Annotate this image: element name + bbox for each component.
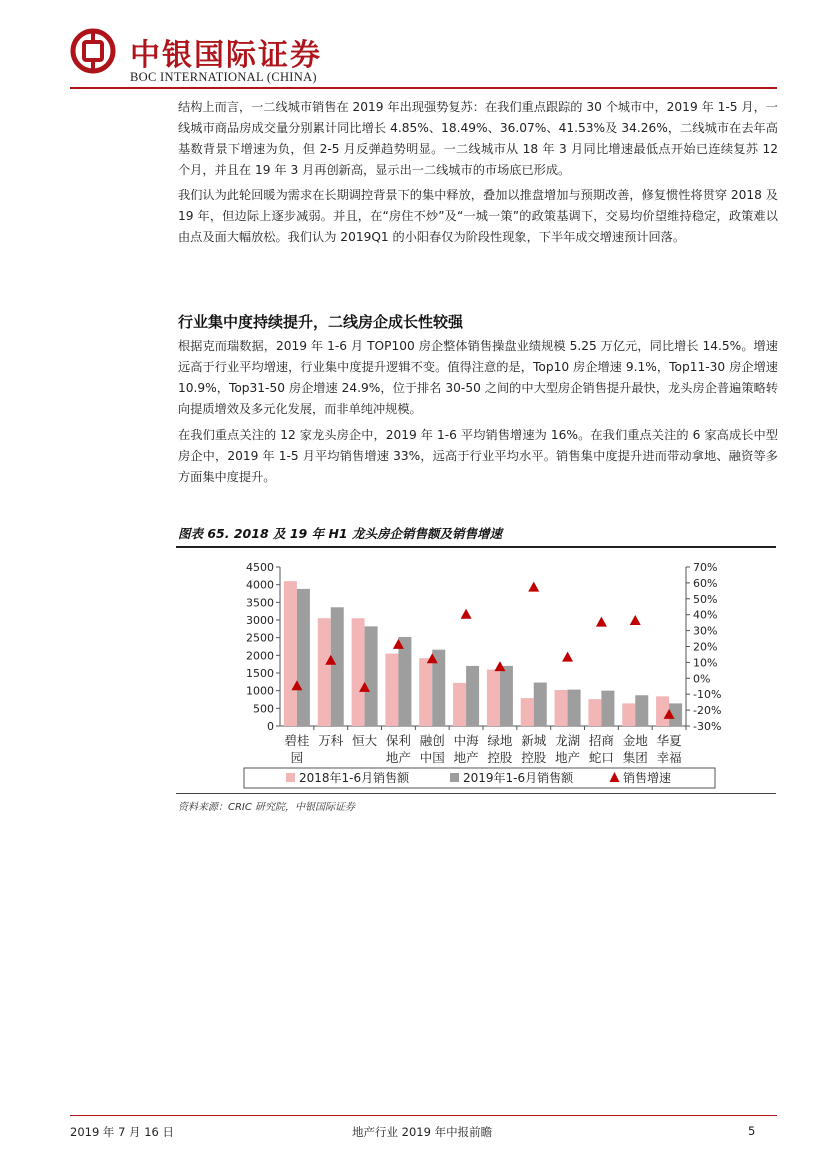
category-label: 恒大 [352,733,378,748]
bar-2018 [453,683,466,726]
left-tick-label: 0 [267,720,274,733]
bar-2019 [297,589,310,726]
sales-chart [176,548,776,792]
brand-name-cn: 中银国际证券 [130,38,322,73]
bar-2018 [284,581,297,726]
right-tick-label: 50% [693,592,718,606]
category-label: 龙湖 [555,733,581,748]
paragraph-4: 在我们重点关注的 12 家龙头房企中，2019 年 1-6 平均销售增速为 16%。在我们重点关注的 6 家高成长中型房企中，2019 年 1-5 月平均销售增速 33%，远高于行业平均水平。销售集中度提升进而带动拿地、融资等多方面集中度提升。 [178,428,778,484]
bar-2019 [635,695,648,726]
category-label: 新城 [521,733,547,748]
category-label: 绿地 [487,733,513,748]
category-label: 集团 [622,750,648,765]
category-label: 金地 [622,733,648,748]
right-tick-label: 60% [693,576,718,590]
growth-marker [528,582,539,592]
growth-marker [630,615,641,625]
chart-title: 图表 65. 2018 及 19 年 H1 龙头房企销售额及销售增速 [178,526,502,541]
legend-label: 2019年1-6月销售额 [463,771,574,785]
footer-date: 2019 年 7 月 16 日 [70,1125,174,1139]
category-label: 华夏 [656,733,682,748]
right-tick-label: -30% [693,720,722,733]
category-label: 万科 [318,733,344,748]
right-tick-label: 0% [693,672,711,686]
bar-2019 [568,690,581,726]
category-label: 园 [290,750,304,765]
category-label: 保利 [385,733,411,748]
right-tick-label: 70% [693,561,718,574]
left-tick-label: 500 [253,702,274,716]
category-label: 地产 [453,750,479,765]
bar-2018 [385,654,398,726]
bar-2019 [331,607,344,726]
left-tick-label: 3000 [246,614,274,627]
category-label: 碧桂 [284,733,310,748]
left-tick-label: 4500 [246,561,274,574]
left-tick-label: 1500 [246,667,274,680]
category-label: 融创 [419,733,445,748]
left-tick-label: 4000 [246,578,274,592]
bar-2018 [555,690,568,726]
source-divider [176,793,776,794]
bar-2018 [656,696,669,726]
category-label: 蛇口 [588,750,614,765]
category-label: 招商 [588,733,614,748]
bar-2018 [588,699,601,726]
growth-marker [461,609,472,619]
right-tick-label: 10% [693,656,718,670]
category-label: 控股 [487,750,513,765]
category-label: 中国 [419,750,445,765]
bar-2018 [487,669,500,726]
right-tick-label: -20% [693,704,722,718]
category-label: 中海 [453,733,479,748]
legend-label: 销售增速 [623,771,672,785]
left-tick-label: 3500 [246,596,274,610]
bar-2019 [534,683,547,726]
bar-2018 [521,698,534,726]
category-label: 幸福 [656,750,682,765]
footer-title: 地产行业 2019 年中报前瞻 [352,1125,493,1139]
category-label: 地产 [555,750,581,765]
bar-2019 [466,666,479,726]
growth-marker [596,617,607,627]
boc-logo-icon [70,28,116,74]
bar-2018 [318,618,331,726]
brand-name-en: BOC INTERNATIONAL (CHINA) [130,70,317,84]
category-label: 地产 [385,750,411,765]
paragraph-3: 根据克而瑞数据，2019 年 1-6 月 TOP100 房企整体销售操盘业绩规模 5.25 万亿元，同比增长 14.5%。增速远高于行业平均增速，行业集中度提升逻辑不变。值得注意的是，Top10 房企增速 9.1%，Top11-30 房企增速 10.9%，Top31-50 房企增速 24.9%，位于排名 30-50 之间的中大型房企销售提升最快，龙头房企普遍策略转向提质增效及多元化发展，而非单纯冲规模。 [178,339,778,416]
right-tick-label: 40% [693,608,718,622]
left-tick-label: 2000 [246,649,274,663]
bar-2019 [398,637,411,726]
chart-source: 资料来源：CRIC 研究院，中银国际证券 [178,802,356,813]
page-number: 5 [748,1124,756,1138]
section-title: 行业集中度持续提升，二线房企成长性较强 [178,313,464,331]
bar-2019 [500,666,513,726]
right-tick-label: 30% [693,624,718,638]
legend-swatch [286,773,295,782]
paragraph-2: 我们认为此轮回暖为需求在长期调控背景下的集中释放，叠加以推盘增加与预期改善，修复惯性将贯穿 2018 及 19 年，但边际上逐步减弱。并且，在“房住不炒”及“一城一策”的政策基调下，交易均价望维持稳定，政策难以由点及面大幅放松。我们认为 2019Q1 的小阳春仅为阶段性现象，下半年成交增速预计回落。 [178,188,778,244]
bar-2018 [352,618,365,726]
right-tick-label: 20% [693,640,718,654]
bar-2018 [419,658,432,726]
header-divider [70,87,777,89]
bar-2019 [601,691,614,726]
paragraph-1: 结构上而言，一二线城市销售在 2019 年出现强势复苏：在我们重点跟踪的 30 个城市中，2019 年 1-5 月，一线城市商品房成交量分别累计同比增长 4.85%、18.49%、36.07%、41.53%及 34.26%，二线城市在去年高基数背景下增速为负，但 2-5 月反弹趋势明显。一二线城市从 18 年 3 月同比增速最低点开始已连续复苏 12 个月，并且在 19 年 3 月再创新高，显示出一二线城市的市场底已形成。 [178,100,778,177]
footer-divider [70,1115,777,1116]
legend-swatch [450,773,459,782]
category-label: 控股 [521,750,547,765]
bar-2019 [365,626,378,726]
legend-label: 2018年1-6月销售额 [299,771,410,785]
bar-2018 [622,703,635,726]
left-tick-label: 2500 [246,631,274,645]
right-tick-label: -10% [693,688,722,702]
left-tick-label: 1000 [246,684,274,698]
growth-marker [562,652,573,662]
